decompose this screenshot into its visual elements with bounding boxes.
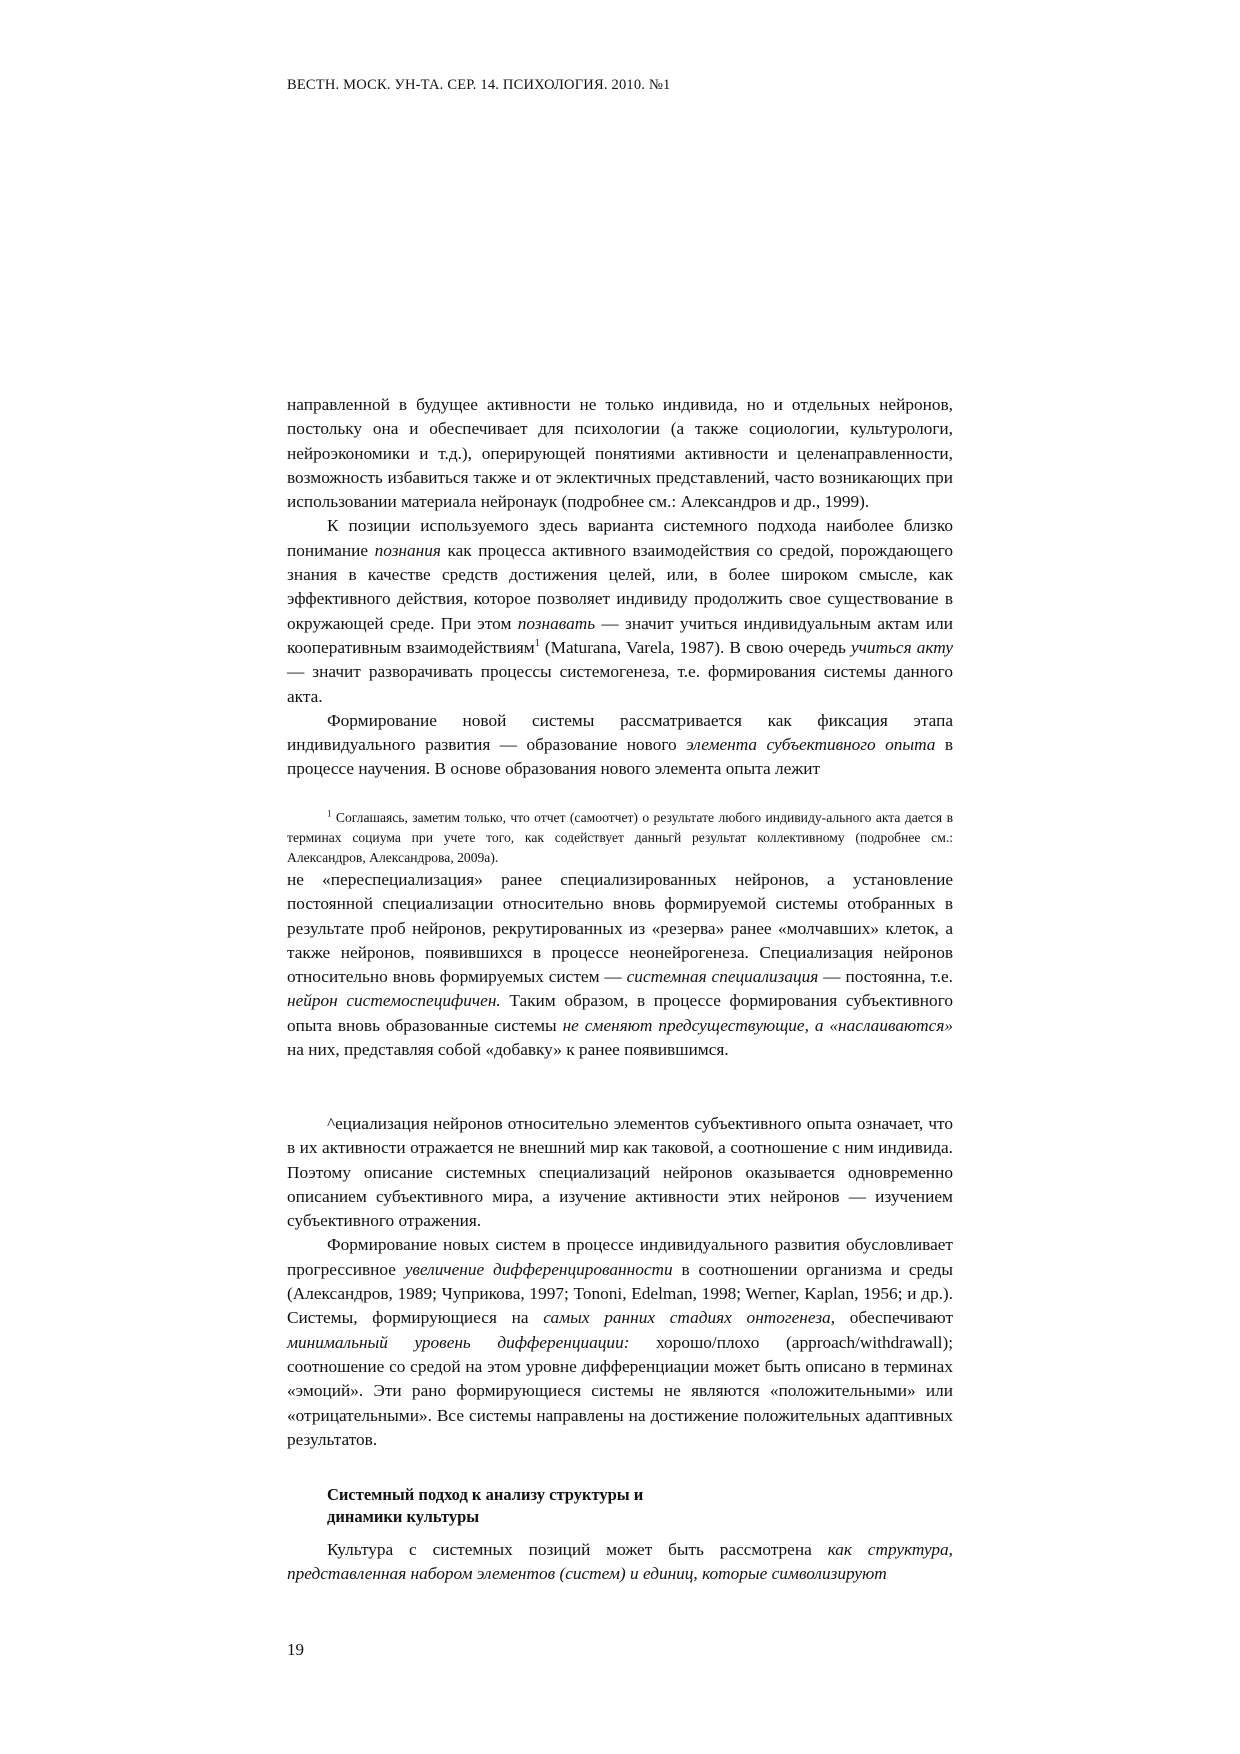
paragraph: не «переспециализация» ранее специализированных нейронов, а установление постоянной специализации относительно вновь формируемой системы отобранных в результате проб нейронов, рекрутированных из «резерва» ранее «молчавших» клеток, а также нейронов, появившихся в процессе неонейрогенеза. Специализация нейронов относительно вновь формируемых систем — системная специализация — постоянна, т.е. нейрон системоспецифичен. Таким образом, в процессе формирования субъективного опыта вновь образованные системы не сменяют предсуществующие, а «наслаиваются» на них, представляя собой «добавку» к ранее появившимся. [287, 870, 954, 1060]
footnote-text: Соглашаясь, заметим только, что отчет (самоотчет) о результате любого индивиду-ального акта дается в терминах социума при учете того, как содействует данньгй результат коллективному (подробнее см.: Александров, Александрова, 2009а). [287, 810, 953, 865]
text-block-2 [287, 868, 953, 1062]
paragraph: ^ециализация нейронов относительно элементов субъективного опыта означает, что в их активности отражается не внешний мир как таковой, а соотношение с ним индивида. Поэтому описание системных специализаций нейронов оказывается одновременно описанием субъективного мира, а изучение активности этих нейронов — изучением субъективного отражения. [287, 1114, 953, 1231]
text-block-3 [287, 1112, 953, 1452]
paragraph: направленной в будущее активности не только индивида, но и отдельных нейронов, постольку она и обеспечивает для психологии (а также социологии, культурологи, нейроэкономики и т.д.), оперирующей понятиями активности и целенаправленности, возможность избавиться также и от эклектичных представлений, часто возникающих при использовании материала нейронаук (подробнее см.: Александров и др., 1999). [287, 395, 953, 512]
paragraph: Формирование новой системы рассматривается как фиксация этапа индивидуального развития — образование нового элемента субъективного опыта в процессе научения. В основе образования нового элемента опыта лежит [287, 710, 954, 779]
section-heading: Системный подход к анализу структуры и динамики культуры [327, 1485, 644, 1526]
footnote-mark: 1 [327, 808, 332, 819]
running-header: ВЕСТН. МОСК. УН-ТА. СЕР. 14. ПСИХОЛОГИЯ. 2010. №1 [287, 77, 671, 93]
paragraph: Культура с системных позиций может быть рассмотрена как структура, представленная набором элементов (систем) и единиц, которые символизируют [287, 1540, 953, 1584]
paragraph: Формирование новых систем в процессе индивидуального развития обусловливает прогрессивное увеличение дифференцированности в соотношении организма и среды (Александров, 1989; Чуприкова, 1997; Tononi, Edelman, 1998; Werner, Kaplan, 1956; и др.). Системы, формирующиеся на самых ранних стадиях онтогенеза, обеспечивают минимальный уровень дифференциации: хорошо/плохо (approach/withdrawall); соотношение со средой на этом уровне дифференциации может быть описано в терминах «эмоций». Эти рано формирующиеся системы не являются «положительными» или «отрицательными». Все системы направлены на достижение положительных адаптивных результатов. [287, 1235, 953, 1449]
text-block-1 [287, 393, 953, 782]
paragraph: К позиции используемого здесь варианта системного подхода наиболее близко понимание познания как процесса активного взаимодействия со средой, порождающего знания в качестве средств достижения целей, или, в более широком смысле, как эффективного действия, которое позволяет индивиду продолжить свое существование в окружающей среде. При этом познавать — значит учиться индивидуальным актам или кооперативным взаимодействиям$^1$ (Maturana, Varela, 1987). В свою очередь учиться акту — значит разворачивать процессы системогенеза, т.е. формирования системы данного акта. [287, 516, 953, 706]
page-number: 19 [287, 1640, 304, 1659]
text-block-4 [287, 1538, 953, 1587]
footnote-ref: 1 [534, 638, 540, 650]
footnote [287, 808, 953, 868]
